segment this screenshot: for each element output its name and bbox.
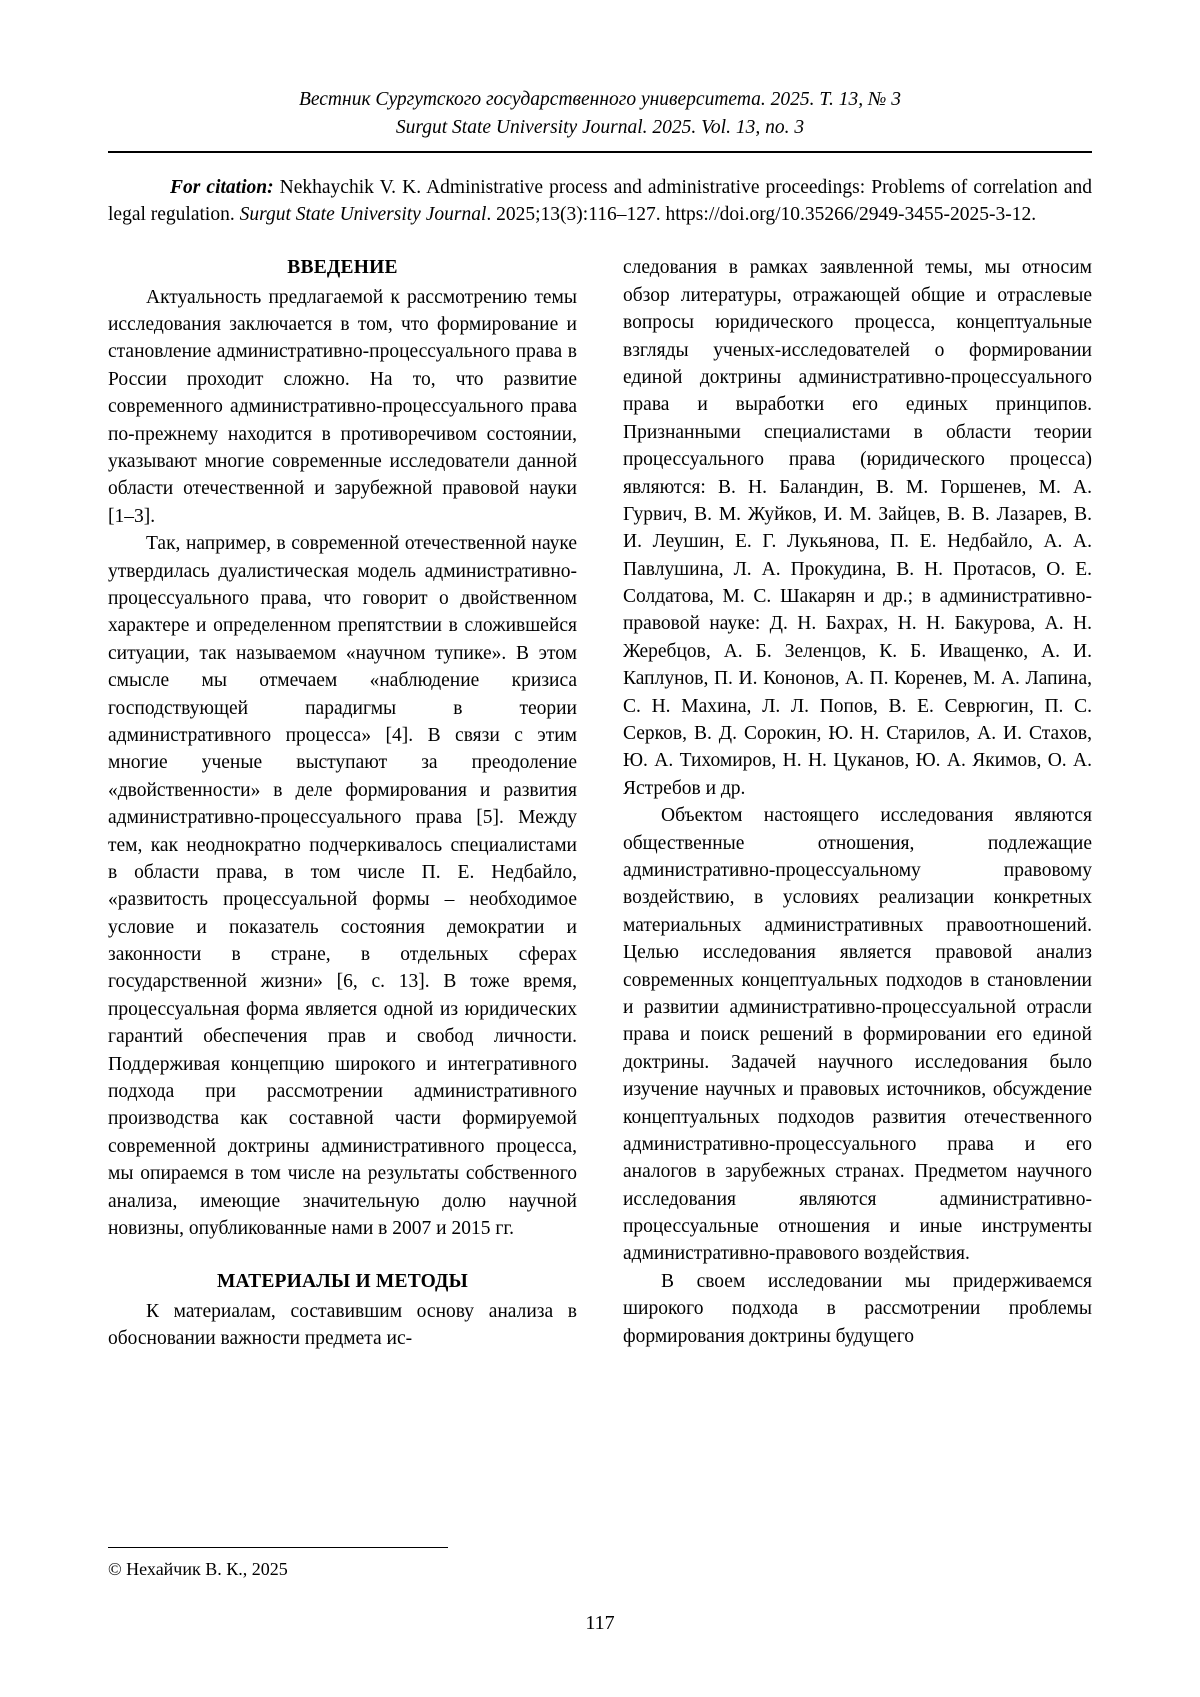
left-column bbox=[108, 254, 577, 1352]
copyright-line: © Нехайчик В. К., 2025 bbox=[108, 1559, 288, 1579]
paragraph-intro-1: Актуальность предлагаемой к рассмотрению темы исследования заключается в том, что формирование и становление административно-процессуального права в России проходит сложно. На то, что развитие современного административно-процессуального права по-прежнему находится в противоречивом состоянии, указывают многие современные исследователи данной области отечественной и зарубежной правовой науки [1–3]. bbox=[108, 286, 577, 527]
header-divider bbox=[108, 151, 1092, 153]
citation-block bbox=[108, 175, 1092, 228]
citation-journal-name: Surgut State University Journal bbox=[239, 203, 487, 225]
paragraph-methods-2: Объектом настоящего исследования являются общественные отношения, подлежащие административно-процессуальному правовому воздействию, в условиях реализации конкретных материальных административных правоотношений. Целью исследования является правовой анализ современных концептуальных подходов в становлении и развитии административно-процессуальной отрасли права и поиск решений в формировании его единой доктрины. Задачей научного исследования было изучение научных и правовых источников, обсуждение концептуальных подходов развития отечественного административно-процессуального права и его аналогов в зарубежных странах. Предметом научного исследования являются административно-процессуальные отношения и иные инструменты административно-правового воздействия. bbox=[623, 805, 1092, 1265]
page-number: 117 bbox=[585, 1612, 615, 1634]
paragraph-methods-1-continued: следования в рамках заявленной темы, мы относим обзор литературы, отражающей общие и отраслевые вопросы юридического процесса, концептуальные взгляды ученых-исследователей о формировании единой доктрины административно-процессуального права и выработки его единых принципов. Признанными специалистами в области теории процессуального права (юридического процесса) являются: В. Н. Баландин, В. М. Горшенев, М. А. Гурвич, В. М. Жуйков, И. М. Зайцев, В. В. Лазарев, В. И. Леушин, Е. Г. Лукьянова, П. Е. Недбайло, А. А. Павлушина, Л. А. Прокудина, В. Н. Протасов, О. Е. Солдатова, М. С. Шакарян и др.; в административно-правовой науке: Д. Н. Бахрах, Н. Н. Бакурова, А. Н. Жеребцов, А. Б. Зеленцов, К. Б. Иващенко, А. И. Каплунов, П. И. Кононов, А. П. Коренев, М. А. Лапина, С. Н. Махина, Л. Л. Попов, В. Е. Севрюгин, П. С. Серков, В. Д. Сорокин, Ю. Н. Старилов, А. И. Стахов, Ю. А. Тихомиров, Н. Н. Цуканов, Ю. А. Якимов, О. А. Ястребов и др. bbox=[623, 257, 1092, 799]
running-head-line-ru: Вестник Сургутского государственного университета. 2025. Т. 13, № 3 bbox=[298, 89, 902, 110]
heading-introduction: ВВЕДЕНИЕ bbox=[287, 257, 398, 279]
heading-materials-methods: МАТЕРИАЛЫ И МЕТОДЫ bbox=[216, 1271, 469, 1293]
citation-text-after: . 2025;13(3):116–127. https://doi.org/10.35266/2949-3455-2025-3-12. bbox=[486, 203, 1037, 225]
paragraph-methods-1: К материалам, составившим основу анализа в обосновании важности предмета ис- bbox=[108, 1300, 577, 1350]
footnote-divider bbox=[108, 1547, 448, 1548]
running-head-line-en: Surgut State University Journal. 2025. Vol. 13, no. 3 bbox=[395, 116, 805, 138]
two-column-body bbox=[108, 254, 1092, 1352]
running-head bbox=[108, 86, 1092, 141]
paragraph-intro-2: Так, например, в современной отечественной науке утвердилась дуалистическая модель административно-процессуального права, что говорит о двойственном характере и определенном препятствии в сложившейся ситуации, так называемом «научном тупике». В этом смысле мы отмечаем «наблюдение кризиса господствующей парадигмы в теории административного процесса» [4]. В связи с этим многие ученые выступают за преодоление «двойственности» в деле формирования и развития административно-процессуального права [5]. Между тем, как неоднократно подчеркивалось специалистами в области права, в том числе П. Е. Недбайло, «развитость процессуальной формы – необходимое условие и показатель состояния демократии и законности в стране, в отдельных сферах государственной жизни» [6, с. 13]. В тоже время, процессуальная форма является одной из юридических гарантий обеспечения прав и свобод личности. Поддерживая концепцию широкого и интегративного подхода при рассмотрении административного производства как составной части формируемой современной доктрины административного процесса, мы опираемся в том числе на результаты собственного анализа, имеющие значительную долю научной новизны, опубликованные нами в 2007 и 2015 гг. bbox=[108, 533, 577, 1239]
right-column bbox=[623, 254, 1092, 1350]
paragraph-methods-3: В своем исследовании мы придерживаемся широкого подхода в рассмотрении проблемы формирования доктрины будущего bbox=[623, 1270, 1092, 1347]
citation-label: For citation: bbox=[170, 177, 274, 199]
citation-text-before: Nekhaychik V. K. Administrative process and administrative proceedings: Problems of correlation and legal regulation. bbox=[108, 177, 1093, 225]
page-footer bbox=[108, 1547, 1092, 1581]
page-content bbox=[108, 86, 1092, 1352]
